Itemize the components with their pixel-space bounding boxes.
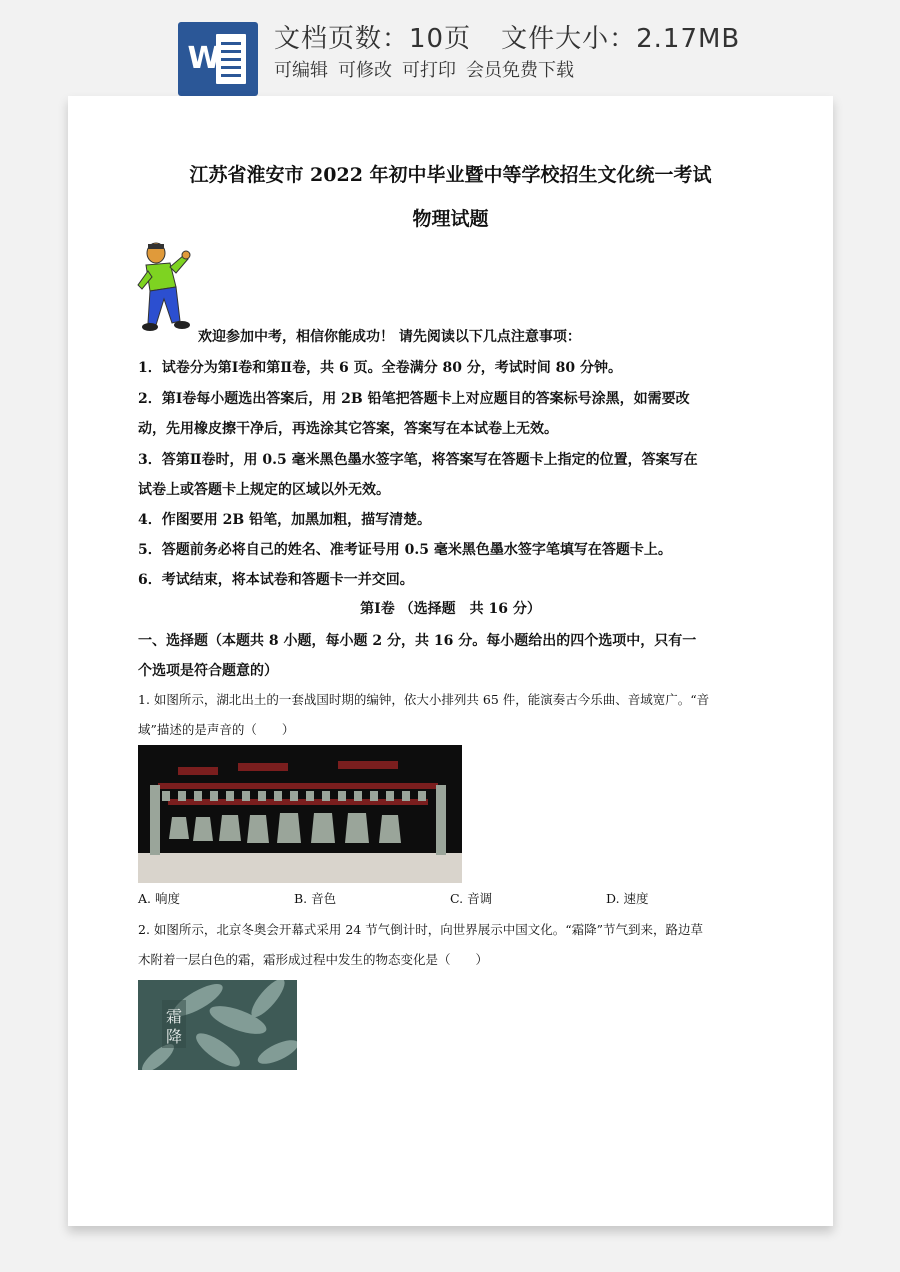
frost-leaves-image [138,980,297,1070]
feature-list [274,56,574,82]
part-heading: 一、选择题（本题共 8 小题，每小题 2 分，共 16 分。每小题给出的四个选项中，只有一 个选项是符合题意的） [138,633,697,679]
frost-char-2: 降 [165,1027,183,1046]
feature-editable: 可编辑 [274,60,328,81]
option-d: D. 速度 [606,891,649,906]
feature-member-download: 会员免费下载 [466,60,574,81]
rule-5: 5．答题前务必将自己的姓名、准考证号用 0.5 毫米黑色墨水签字笔填写在答题卡上。 [138,542,672,558]
doc-title: 江苏省淮安市 2022 年初中毕业暨中等学校招生文化统一考试 [189,164,712,186]
rule-4: 4．作图要用 2B 铅笔，加黑加粗，描写清楚。 [138,512,432,528]
option-a: A. 响度 [138,891,180,906]
document-page [68,96,833,1226]
file-size: 文件大小：2.17MB [501,24,741,54]
rule-6: 6．考试结束，将本试卷和答题卡一并交回。 [138,572,414,588]
option-b: B. 音色 [294,891,337,906]
feature-printable: 可打印 [402,60,456,81]
option-c: C. 音调 [450,891,493,906]
feature-modifiable: 可修改 [338,60,392,81]
bells-image [138,745,462,883]
word-document-icon [178,22,258,96]
doc-subtitle: 物理试题 [412,208,489,230]
word-letter: W [187,41,221,76]
rule-2: 2．第Ⅰ卷每小题选出答案后，用 2B 铅笔把答题卡上对应题目的答案标号涂黑，如需要改 动，先用橡皮擦干净后，再选涂其它答案，答案写在本试卷上无效。 [138,391,690,437]
file-info [274,18,740,55]
frost-char-1: 霜 [165,1007,183,1026]
question-2: 2. 如图所示，北京冬奥会开幕式采用 24 节气倒计时，向世界展示中国文化。“霜降”节气到来，路边草 木附着一层白色的霜，霜形成过程中发生的物态变化是（ ） [138,922,704,967]
page-count: 文档页数：10页 [274,24,472,54]
question-1: 1. 如图所示，湖北出土的一套战国时期的编钟，依大小排列共 65 件，能演奏古今乐曲、音域宽广。“音 域”描述的是声音的（ ） [138,692,710,737]
rule-3: 3．答第Ⅱ卷时，用 0.5 毫米黑色墨水签字笔，将答案写在答题卡上指定的位置，答案写在 试卷上或答题卡上规定的区域以外无效。 [138,452,698,498]
welcome-text: 欢迎参加中考，相信你能成功！ 请先阅读以下几点注意事项： [198,329,581,345]
header-banner [0,0,900,96]
section-title: 第Ⅰ卷 （选择题 共 16 分） [360,601,541,617]
question-1-options [138,886,758,912]
cartoon-student-icon [136,241,198,337]
rule-1: 1．试卷分为第Ⅰ卷和第Ⅱ卷，共 6 页。全卷满分 80 分，考试时间 80 分钟。 [138,360,623,376]
